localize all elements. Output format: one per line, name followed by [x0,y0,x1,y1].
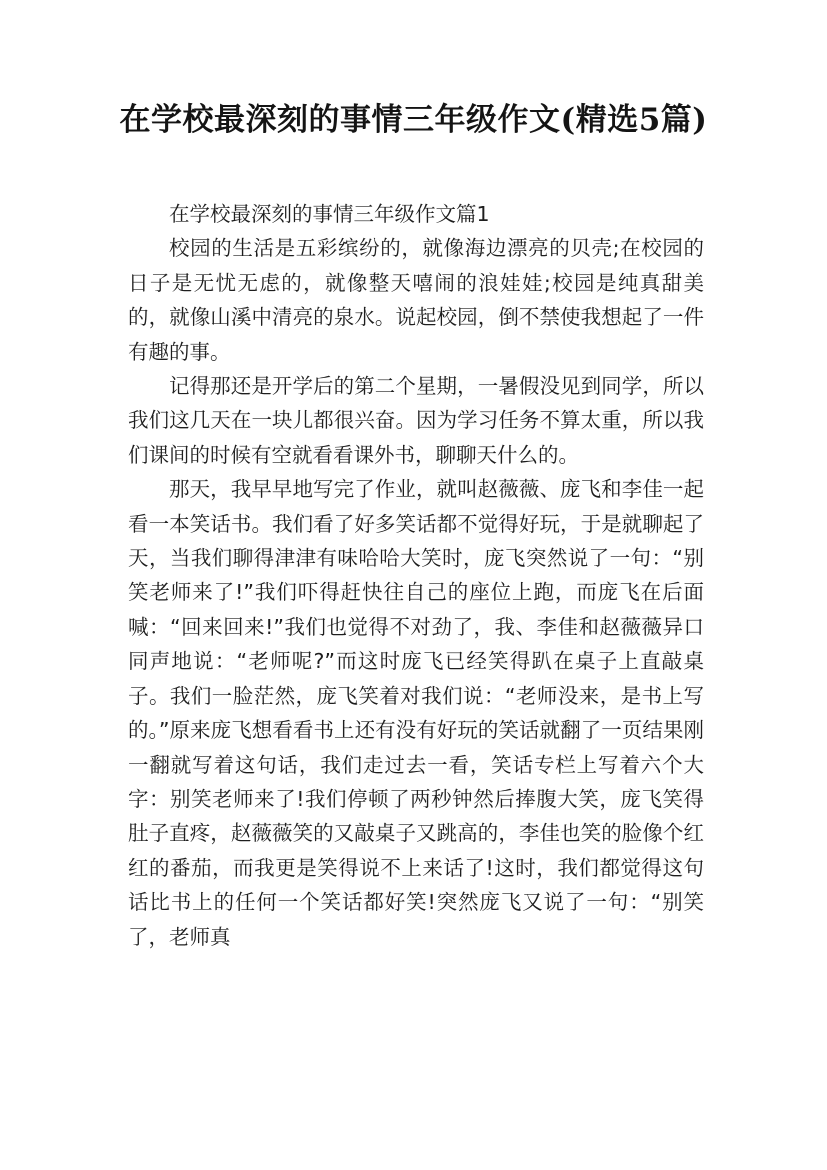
section-heading: 在学校最深刻的事情三年级作文篇1 [169,202,490,226]
document-body [128,197,704,954]
paragraph-2: 记得那还是开学后的第二个星期，一暑假没见到同学，所以我们这几天在一块儿都很兴奋。因为学习任务不算太重，所以我们课间的时候有空就看看课外书，聊聊天什么的。 [128,374,704,467]
paragraph-1: 校园的生活是五彩缤纷的，就像海边漂亮的贝壳;在校园的日子是无忧无虑的，就像整天嘻闹的浪娃娃;校园是纯真甜美的，就像山溪中清亮的泉水。说起校园，倒不禁使我想起了一件有趣的事。 [128,236,704,364]
document-title: 在学校最深刻的事情三年级作文(精选5篇) [119,102,708,138]
paragraph-3: 那天，我早早地写完了作业，就叫赵薇薇、庞飞和李佳一起看一本笑话书。我们看了好多笑话都不觉得好玩，于是就聊起了天，当我们聊得津津有味哈哈大笑时，庞飞突然说了一句：“别笑老师来了!”我们吓得赶快往自己的座位上跑，而庞飞在后面喊：“回来回来!”我们也觉得不对劲了，我、李佳和赵薇薇异口同声地说：“老师呢?”而这时庞飞已经笑得趴在桌子上直敲桌子。我们一脸茫然，庞飞笑着对我们说：“老师没来，是书上写的。”原来庞飞想看看书上还有没有好玩的笑话就翻了一页结果刚一翻就写着这句话，我们走过去一看，笑话专栏上写着六个大字：别笑老师来了!我们停顿了两秒钟然后捧腹大笑，庞飞笑得肚子直疼，赵薇薇笑的又敲桌子又跳高的，李佳也笑的脸像个红红的番茄，而我更是笑得说不上来话了!这时，我们都觉得这句话比书上的任何一个笑话都好笑!突然庞飞又说了一句：“别笑了，老师真 [128,477,704,949]
